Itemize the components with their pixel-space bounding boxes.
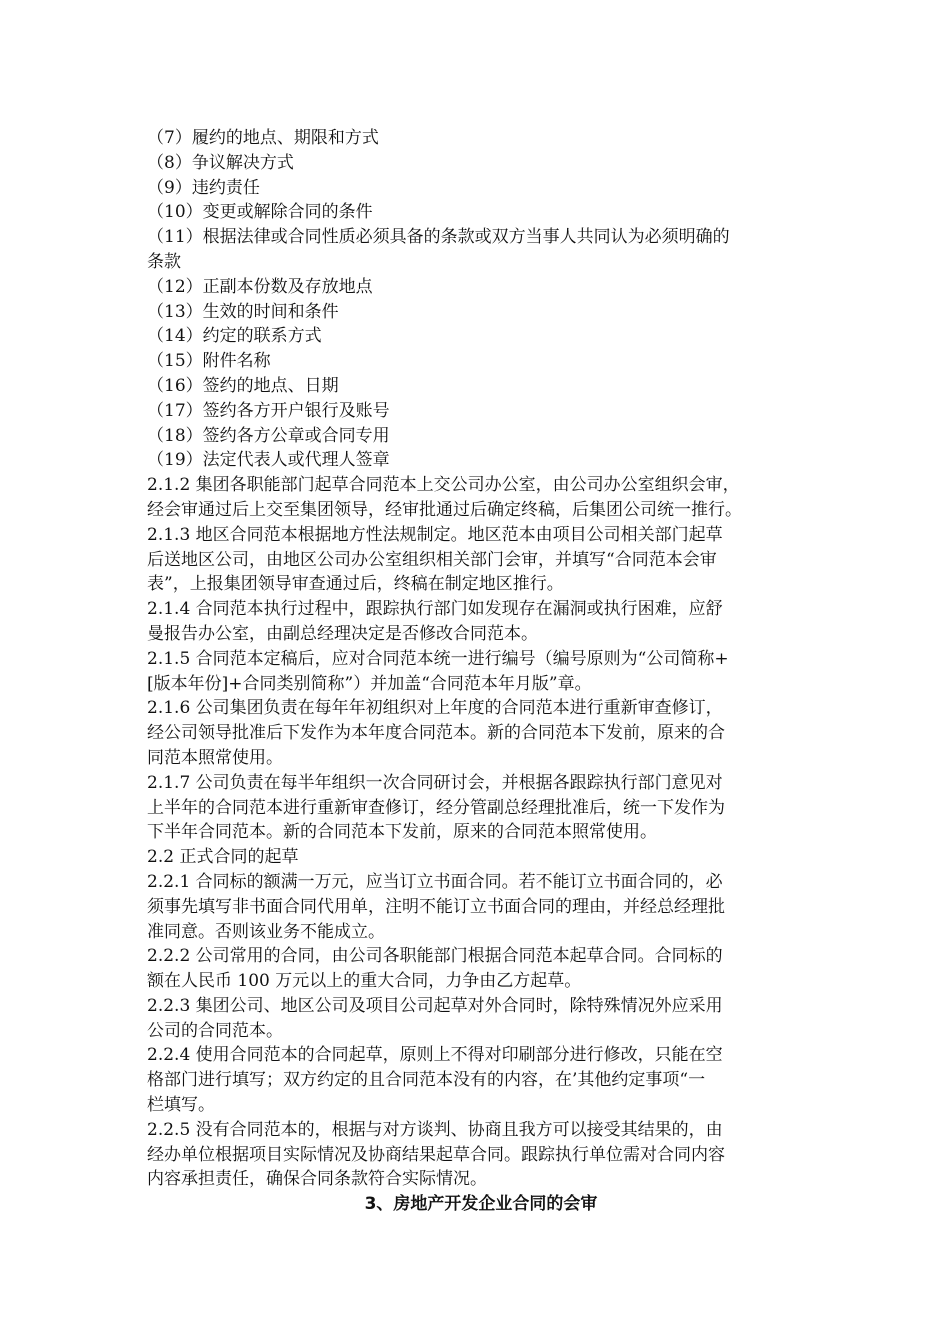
text-line: 下半年合同范本。新的合同范本下发前，原来的合同范本照常使用。 <box>147 822 657 843</box>
text-line: 2.1.2 集团各职能部门起草合同范本上交公司办公室，由公司办公室组织会审， <box>147 475 740 496</box>
text-line: 2.2 正式合同的起草 <box>147 847 299 868</box>
text-line: （8）争议解决方式 <box>147 152 294 173</box>
body-text <box>147 126 815 1192</box>
text-line: （16）签约的地点、日期 <box>147 375 339 396</box>
text-line: 2.2.5 没有合同范本的，根据与对方谈判、协商且我方可以接受其结果的，由 <box>147 1119 723 1140</box>
text-line: 后送地区公司，由地区公司办公室组织相关部门会审，并填写“合同范本会审 <box>147 549 717 570</box>
document-page <box>147 126 815 1217</box>
text-line: 额在人民币 100 万元以上的重大合同，力争由乙方起草。 <box>147 971 582 992</box>
text-line: （19）法定代表人或代理人签章 <box>147 450 390 471</box>
text-line: 经办单位根据项目实际情况及协商结果起草合同。跟踪执行单位需对合同内容 <box>147 1144 725 1165</box>
text-line: 2.2.3 集团公司、地区公司及项目公司起草对外合同时，除特殊情况外应采用 <box>147 995 723 1016</box>
text-line: 曼报告办公室，由副总经理决定是否修改合同范本。 <box>147 623 538 644</box>
text-line: （11）根据法律或合同性质必须具备的条款或双方当事人共同认为必须明确的 <box>147 227 730 248</box>
text-line: 格部门进行填写；双方约定的且合同范本没有的内容，在’其他约定事项“一 <box>147 1070 706 1091</box>
text-line: 同范本照常使用。 <box>147 747 283 768</box>
text-line: 表”，上报集团领导审查通过后，终稿在制定地区推行。 <box>147 574 564 595</box>
text-line: （18）签约各方公章或合同专用 <box>147 425 390 446</box>
text-line: 2.1.7 公司负责在每半年组织一次合同研讨会，并根据各跟踪执行部门意见对 <box>147 772 723 793</box>
text-line: （10）变更或解除合同的条件 <box>147 202 373 223</box>
text-line: 2.2.2 公司常用的合同，由公司各职能部门根据合同范本起草合同。合同标的 <box>147 946 723 967</box>
text-line: 上半年的合同范本进行重新审查修订，经分管副总经理批准后，统一下发作为 <box>147 797 725 818</box>
text-line: 2.1.5 合同范本定稿后，应对合同范本统一进行编号（编号原则为“公司简称+ <box>147 648 729 669</box>
text-line: 内容承担责任，确保合同条款符合实际情况。 <box>147 1169 487 1190</box>
text-line: 2.1.3 地区合同范本根据地方性法规制定。地区范本由项目公司相关部门起草 <box>147 524 723 545</box>
text-line: （14）约定的联系方式 <box>147 326 322 347</box>
text-line: 条款 <box>147 251 181 272</box>
text-line: （13）生效的时间和条件 <box>147 301 339 322</box>
text-line: （17）签约各方开户银行及账号 <box>147 400 390 421</box>
text-line: （12）正副本份数及存放地点 <box>147 276 373 297</box>
text-line: [版本年份]+合同类别简称”）并加盖“合同范本年月版”章。 <box>147 673 592 694</box>
text-line: 2.2.1 合同标的额满一万元，应当订立书面合同。若不能订立书面合同的，必 <box>147 871 723 892</box>
text-line: 栏填写。 <box>147 1095 215 1116</box>
section-heading: 3、房地产开发企业合同的会审 <box>364 1194 598 1215</box>
text-line: 2.2.4 使用合同范本的合同起草，原则上不得对印刷部分进行修改，只能在空 <box>147 1045 723 1066</box>
text-line: 经会审通过后上交至集团领导，经审批通过后确定终稿，后集团公司统一推行。 <box>147 499 742 520</box>
text-line: （7）履约的地点、期限和方式 <box>147 128 379 148</box>
text-line: 准同意。否则该业务不能成立。 <box>147 921 385 942</box>
text-line: 须事先填写非书面合同代用单，注明不能订立书面合同的理由，并经总经理批 <box>147 896 725 917</box>
text-line: （9）违约责任 <box>147 177 260 198</box>
text-line: 2.1.4 合同范本执行过程中，跟踪执行部门如发现存在漏洞或执行困难，应舒 <box>147 599 723 620</box>
text-line: 经公司领导批准后下发作为本年度合同范本。新的合同范本下发前，原来的合 <box>147 723 725 744</box>
text-line: 公司的合同范本。 <box>147 1020 283 1041</box>
text-line: （15）附件名称 <box>147 351 271 372</box>
text-line: 2.1.6 公司集团负责在每年年初组织对上年度的合同范本进行重新审查修订， <box>147 698 723 719</box>
